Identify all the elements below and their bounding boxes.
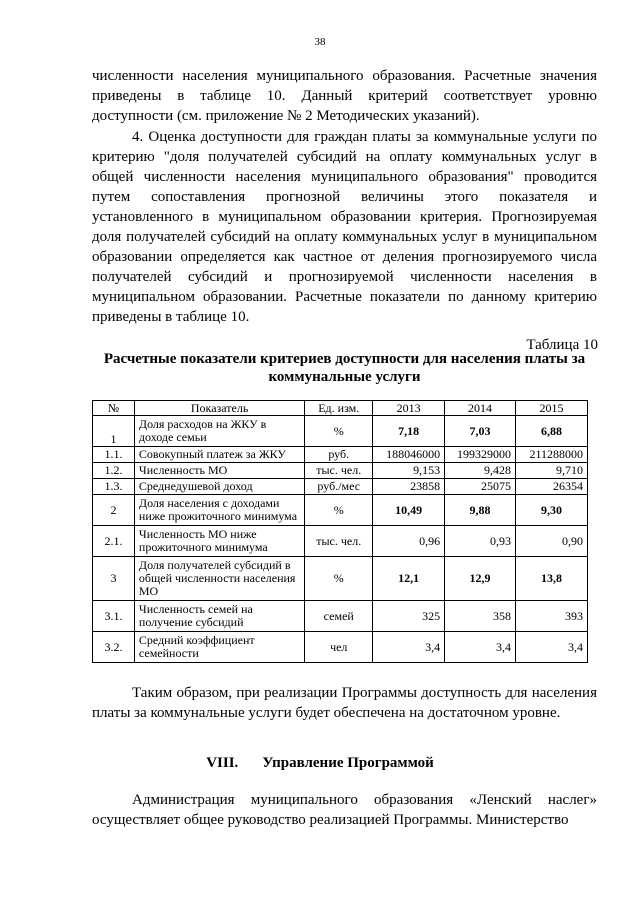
value-2013: 7,18 [373,416,445,447]
unit: % [305,416,373,447]
value-2015: 3,4 [516,632,588,663]
value-2015: 211288000 [516,447,588,463]
paragraph-3: Таким образом, при реализации Программы доступность для населения платы за коммунальные услуги будет обеспечена на достаточном уровне. [92,685,597,721]
unit: % [305,495,373,526]
value-2014: 7,03 [445,416,516,447]
value-2015: 9,30 [516,495,588,526]
table-row [93,557,588,601]
unit: % [305,557,373,601]
table-title: Расчетные показатели критериев доступности для населения платы за коммунальные услуги [103,351,586,385]
paragraph-2: 4. Оценка доступности для граждан платы за коммунальные услуги по критерию "доля получателей субсидий на оплату коммунальных услуг в общей численности населения муниципального образования" проводится путем сопоставления прогнозной величины этого показателя и установленного в муниципальном образовании критерия. Прогнозируемая доля получателей субсидий на оплату коммунальных услуг в муниципальном образовании определяется как частное от деления прогнозируемого числа получателей субсидий и прогнозируемой численности населения в муниципальном образовании. Расчетные показатели по данному критерию приведены в таблице 10. [92,129,597,325]
table-row [93,463,588,479]
value-2013: 9,153 [373,463,445,479]
table-caption: Таблица 10 [526,337,598,353]
row-number: 1.3. [93,479,135,495]
indicators-table [92,400,588,663]
row-number: 3.1. [93,601,135,632]
table-row [93,632,588,663]
paragraph-4: Администрация муниципального образования «Ленский наслег» осуществляет общее руководство реализацией Программы. Министерство [92,792,597,828]
unit: тыс. чел. [305,463,373,479]
value-2014: 3,4 [445,632,516,663]
header-cell: 2013 [373,401,445,416]
paragraph-1: численности населения муниципального образования. Расчетные значения приведены в таблице 10. Данный критерий соответствует уровню доступности (см. приложение № 2 Методических указаний). [92,68,597,124]
value-2013: 0,96 [373,526,445,557]
table-row [93,416,588,447]
value-2014: 358 [445,601,516,632]
table-row [93,526,588,557]
table-row [93,601,588,632]
header-cell: № [93,401,135,416]
indicator-name: Доля населения с доходами ниже прожиточного минимума [134,495,304,526]
value-2014: 199329000 [445,447,516,463]
unit: чел [305,632,373,663]
page-number: 38 [314,36,326,48]
section-title: Управление Программой [262,755,434,771]
row-number: 1.1. [93,447,135,463]
indicator-name: Доля получателей субсидий в общей численности населения МО [134,557,304,601]
value-2014: 9,88 [445,495,516,526]
indicator-name: Численность семей на получение субсидий [134,601,304,632]
unit: руб. [305,447,373,463]
indicator-name: Численность МО ниже прожиточного минимума [134,526,304,557]
value-2014: 9,428 [445,463,516,479]
header-cell: 2015 [516,401,588,416]
value-2013: 3,4 [373,632,445,663]
unit: руб./мес [305,479,373,495]
value-2015: 26354 [516,479,588,495]
value-2013: 325 [373,601,445,632]
value-2014: 0,93 [445,526,516,557]
value-2013: 12,1 [373,557,445,601]
value-2015: 393 [516,601,588,632]
value-2014: 12,9 [445,557,516,601]
row-number: 1 [93,416,135,447]
value-2015: 6,88 [516,416,588,447]
value-2013: 188046000 [373,447,445,463]
value-2013: 23858 [373,479,445,495]
indicator-name: Совокупный платеж за ЖКУ [134,447,304,463]
indicator-name: Доля расходов на ЖКУ в доходе семьи [134,416,304,447]
section-heading [0,755,640,772]
header-cell: Ед. изм. [305,401,373,416]
section-number: VIII. [206,755,239,771]
table-row [93,495,588,526]
indicator-name: Средний коэффициент семейности [134,632,304,663]
value-2013: 10,49 [373,495,445,526]
row-number: 2.1. [93,526,135,557]
row-number: 3.2. [93,632,135,663]
unit: семей [305,601,373,632]
table-row [93,447,588,463]
unit: тыс. чел. [305,526,373,557]
row-number: 1.2. [93,463,135,479]
indicator-name: Среднедушевой доход [134,479,304,495]
table-header-row [93,401,588,416]
indicator-name: Численность МО [134,463,304,479]
value-2015: 9,710 [516,463,588,479]
value-2014: 25075 [445,479,516,495]
table-row [93,479,588,495]
row-number: 2 [93,495,135,526]
header-cell: Показатель [134,401,304,416]
value-2015: 13,8 [516,557,588,601]
row-number: 3 [93,557,135,601]
header-cell: 2014 [445,401,516,416]
value-2015: 0,90 [516,526,588,557]
